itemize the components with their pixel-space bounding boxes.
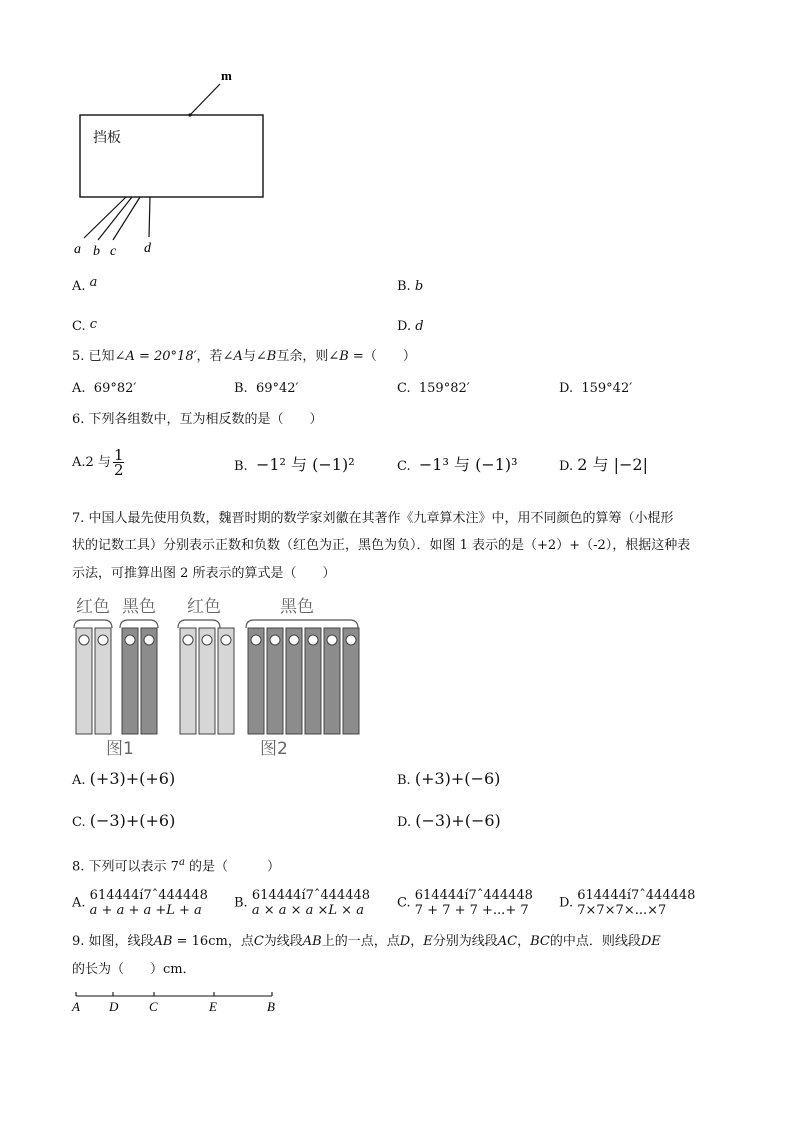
point-m-dot <box>188 113 191 116</box>
q6-option-b: B. −1² 与 (−1)² <box>234 455 355 474</box>
q5-option-b: B. 69°42′ <box>234 381 299 396</box>
q6-option-a: A.2 与 $\frac{1}{2}$ <box>72 446 124 479</box>
q8-stem: 8. 下列可以表示 7$^a$ 的是（ ） <box>72 857 281 875</box>
rod-black-fig2-hole <box>327 635 337 645</box>
label-red-fig1: 红色 <box>76 597 110 617</box>
q6-option-d: D. 2 与 |−2| <box>559 455 648 474</box>
brace-red-fig2 <box>178 620 220 628</box>
counting-rods-figure <box>70 592 370 762</box>
q9-stem-line1: 9. 如图，线段AB = 16cm，点C为线段AB上的一点，点D，E分别为线段AC，BC的中点．则线段DE <box>72 934 661 949</box>
point-label-d: D <box>109 999 119 1014</box>
rod-red-fig2-hole <box>183 635 193 645</box>
point-label-a: A <box>72 999 80 1014</box>
rod-red-fig1-hole <box>79 635 89 645</box>
rod-black-fig2-hole <box>270 635 280 645</box>
point-label-b: B <box>267 999 275 1014</box>
q4-option-c: C. c <box>72 317 98 334</box>
q5-option-a: A. 69°82′ <box>72 381 137 396</box>
q9-stem-line2: 的长为（ ）cm． <box>72 962 196 977</box>
label-b: b <box>93 244 100 259</box>
label-d: d <box>144 241 151 256</box>
rod-black-fig1-hole <box>144 635 154 645</box>
q5-stem: 5. 已知∠A = 20°18′，若∠A与∠B互余，则∠B =（ ） <box>72 349 416 364</box>
q7-stem-line1: 7. 中国人最先使用负数，魏晋时期的数学家刘徽在其著作《九章算术注》中，用不同颜色的算筹（小棍形 <box>72 511 674 526</box>
q4-option-a: A. a <box>72 275 98 294</box>
rod-red-fig2-hole <box>221 635 231 645</box>
label-a: a <box>74 242 81 257</box>
q6-stem: 6. 下列各组数中，互为相反数的是（ ） <box>72 412 323 427</box>
point-label-e: E <box>209 999 217 1014</box>
q7-stem-line2: 状的记数工具）分别表示正数和负数（红色为正，黑色为负）．如图 1 表示的是（+2）+（-2），根据这种表 <box>72 538 691 553</box>
q7-option-b: B. (+3)+(−6) <box>397 769 501 788</box>
q8-option-b: B. 614444í7ˆ444448 a × a × a ×L × a <box>234 888 371 918</box>
rod-black-fig2-hole <box>346 635 356 645</box>
q7-option-c: C. (−3)+(+6) <box>72 811 176 830</box>
barrier-diagram <box>60 60 290 265</box>
line-m <box>190 84 220 115</box>
label-black-fig1: 黑色 <box>122 597 156 617</box>
segment-diagram <box>68 990 288 1020</box>
brace-red-fig1 <box>74 620 112 628</box>
label-red-fig2: 红色 <box>187 597 221 617</box>
rod-black-fig2-hole <box>289 635 299 645</box>
line-d <box>149 197 150 237</box>
q4-option-d: D. d <box>397 319 424 334</box>
q5-option-d: D. 159°42′ <box>559 381 633 396</box>
fraction-one-half: $\frac{1}{2}$ <box>113 446 124 479</box>
brace-black-fig2 <box>246 620 358 628</box>
barrier-label: 挡板 <box>93 130 121 146</box>
q8-option-c: C. 614444í7ˆ444448 7 + 7 + 7 +...+ 7 <box>397 888 533 918</box>
q7-stem-line3: 示法，可推算出图 2 所表示的算式是（ ） <box>72 566 336 581</box>
q5-option-c: C. 159°82′ <box>397 381 470 396</box>
q8-option-d: D. 614444í7ˆ444448 7×7×7×...×7 <box>559 888 696 918</box>
q4-option-b: B. b <box>397 279 424 294</box>
point-label-c: C <box>149 999 158 1014</box>
rod-black-fig2-hole <box>251 635 261 645</box>
rod-red-fig1-hole <box>98 635 108 645</box>
q6-option-c: C. −1³ 与 (−1)³ <box>397 455 518 474</box>
caption-fig1: 图1 <box>106 739 134 759</box>
q7-option-a: A. (+3)+(+6) <box>72 769 176 788</box>
label-m: m <box>221 68 232 83</box>
rod-black-fig2-hole <box>308 635 318 645</box>
label-black-fig2: 黑色 <box>280 597 314 617</box>
brace-black-fig1 <box>120 620 158 628</box>
label-c: c <box>110 244 117 259</box>
rod-black-fig1-hole <box>125 635 135 645</box>
caption-fig2: 图2 <box>260 739 288 759</box>
rods-group <box>76 628 359 734</box>
q8-option-a: A. 614444í7ˆ444448 a + a + a +L + a <box>72 888 208 918</box>
q7-option-d: D. (−3)+(−6) <box>397 811 501 830</box>
rod-red-fig2-hole <box>202 635 212 645</box>
